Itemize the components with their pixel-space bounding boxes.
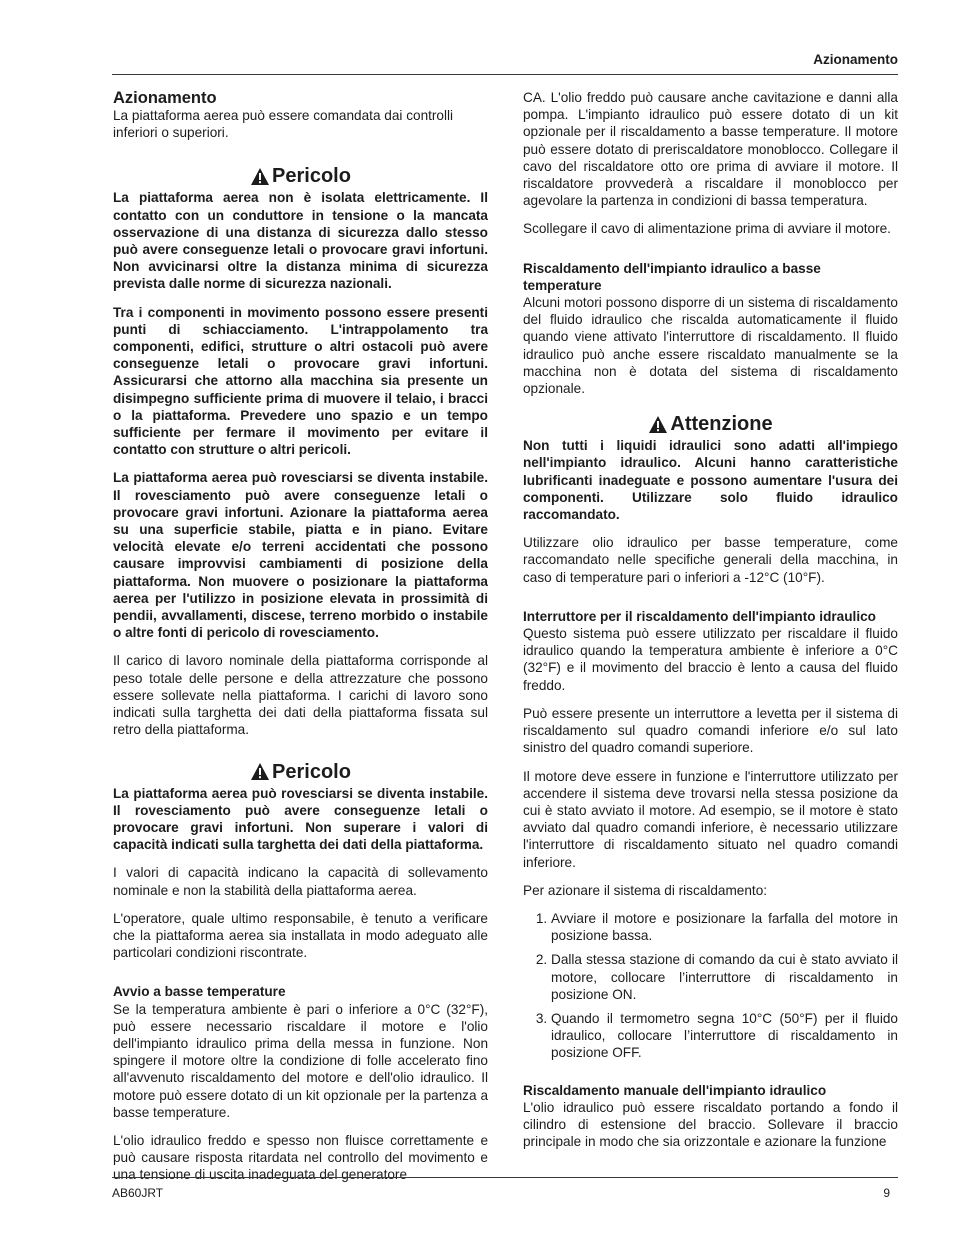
switch-paragraph-4: Per azionare il sistema di riscaldamento:: [523, 882, 768, 898]
continued-paragraph-1: CA. L'olio freddo può causare anche cavitazione e danni alla pompa. L'impianto idraulico può essere dotato di un kit opzionale per il riscaldamento a basse temperature. Il motore può essere dotato di preriscaldatore monoblocco. Collegare il cavo del riscaldatore otto ore prima di avviare il motore. Il riscaldatore provvederà a riscaldare il monoblocco per agevolare la partenza in condizioni di bassa temperatura.: [523, 90, 898, 209]
cold-start-paragraph-2: L'olio idraulico freddo e spesso non fluisce correttamente e può causare risposta ritardata nel controllo del movimento e una tensione di uscita inadeguata del generatore: [113, 1132, 488, 1183]
header-section-title: Azionamento: [813, 52, 898, 67]
danger-heading-1: [113, 165, 488, 187]
warning-triangle-icon: [250, 167, 270, 186]
oil-paragraph: Utilizzare olio idraulico per basse temperature, come raccomandato nelle specifiche generali della macchina, in caso di temperature pari o inferiori a -12°C (10°F).: [523, 535, 898, 585]
danger-1-paragraph-3: La piattaforma aerea può rovesciarsi se diventa instabile. Il rovesciamento può avere conseguenze letali o provocare gravi infortuni. Azionare la piattaforma aerea su una superficie stabile, piatta e in piano. Evitare velocità elevate e/o terreni accidentati che possono causare improvvisi cambiamenti di posizione della piattaforma. Non muovere o posizionare la piattaforma aerea per l'utilizzo in posizione elevata in prossimità di pendii, avvallamenti, discese, terreno morbido o instabile o altre fonti di pericolo di rovesciamento.: [113, 470, 488, 641]
continued-paragraph-2: Scollegare il cavo di alimentazione prima di avviare il motore.: [523, 221, 891, 237]
section-title: Azionamento: [113, 89, 217, 107]
manual-heating-heading: Riscaldamento manuale dell'impianto idraulico: [523, 1082, 827, 1098]
warning-triangle-icon: [648, 415, 668, 434]
list-item: 2. Dalla stessa stazione di comando da cui è stato avviato il motore, collocare l’interruttore di riscaldamento in posizione ON.: [551, 951, 898, 1003]
page-footer: [112, 1177, 898, 1200]
cold-start-paragraph-1: Se la temperatura ambiente è pari o inferiore a 0°C (32°F), può essere necessario riscaldare il motore e l'olio dell'impianto idraulico prima della messa in funzione. Non spingere il motore oltre la condizione di folle accelerato fino all'avvenuto riscaldamento del motore e dell'olio idraulico. Il motore può essere dotato di un kit opzionale per la partenza a basse temperature.: [113, 1001, 488, 1120]
caution-heading: [523, 413, 898, 435]
load-paragraph: Il carico di lavoro nominale della piattaforma corrisponde al peso totale delle persone e della attrezzature che possono essere sollevate nella piattaforma. I carichi di lavoro sono indicati sulla targhetta dei dati della piattaforma fissata sul retro della piattaforma.: [113, 653, 488, 738]
operator-paragraph: L'operatore, quale ultimo responsabile, è tenuto a verificare che la piattaforma aerea sia installata in modo adeguato alle particolari condizioni riscontrate.: [113, 910, 488, 961]
heating-steps-list: [523, 910, 898, 1062]
danger-1-paragraph-1: La piattaforma aerea non è isolata elettricamente. Il contatto con un conduttore in tensione o la mancata osservazione di una distanza di sicurezza dallo stesso può avere conseguenze letali o provocare gravi infortuni. Non avvicinarsi oltre la distanza minima di sicurezza prevista dalle norme di sicurezza nazionali.: [113, 190, 488, 292]
page-number: 9: [883, 1186, 890, 1200]
cold-start-heading: Avvio a basse temperature: [113, 984, 286, 1000]
danger-2-paragraph-1: La piattaforma aerea può rovesciarsi se diventa instabile. Il rovesciamento può avere conseguenze letali o provocare gravi infortuni. Non superare i valori di capacità indicati sulla targhetta dei dati della piattaforma.: [113, 785, 488, 853]
caution-paragraph: Non tutti i liquidi idraulici sono adatti all'impiego nell'impianto idraulico. Alcuni hanno caratteristiche lubrificanti inadeguate e possono aumentare l'usura dei componenti. Utilizzare solo fluido idraulico raccomandato.: [523, 438, 898, 523]
capacity-paragraph: I valori di capacità indicano la capacità di sollevamento nominale e non la stabilità della piattaforma aerea.: [113, 865, 488, 898]
danger-1-paragraph-2: Tra i componenti in movimento possono essere presenti punti di schiacciamento. L'intrappolamento tra componenti, edifici, strutture o altri ostacoli può avere conseguenze letali o provocare gravi infortuni. Assicurarsi che attorno alla macchina sia presente un disimpegno sufficiente prima di muovere il telaio, i bracci o la piattaforma. Prevedere uno spazio e un tempo sufficiente per fermare il movimento per evitare il contatto con strutture o altri pericoli.: [113, 304, 488, 458]
switch-paragraph-3: Il motore deve essere in funzione e l'interruttore utilizzato per accendere il sistema deve trovarsi nella stessa posizione da cui è stato avviato il motore. Ad esempio, se il motore è stato avviato dal quadro comandi inferiore, è necessario utilizzare l'interruttore di riscaldamento situato nel quadro comandi inferiore.: [523, 768, 898, 870]
caution-label: Attenzione: [670, 413, 773, 436]
manual-heating-paragraph: L'olio idraulico può essere riscaldato portando a fondo il cilindro di estensione del braccio. Sollevare il braccio principale in modo che sia orizzontale e azionare la funzione: [523, 1099, 898, 1150]
switch-paragraph-2: Può essere presente un interruttore a levetta per il sistema di riscaldamento sul quadro comandi inferiore e/o sul lato sinistro del quadro comandi superiore.: [523, 705, 898, 756]
warning-triangle-icon: [250, 762, 270, 781]
right-column: [523, 89, 898, 1161]
page-header: [112, 52, 898, 75]
list-item: 3. Quando il termometro segna 10°C (50°F) per il fluido idraulico, collocare l’interruttore di riscaldamento in posizione OFF.: [551, 1010, 898, 1062]
switch-heading: Interruttore per il riscaldamento dell'impianto idraulico: [523, 608, 876, 624]
danger-label-2: Pericolo: [272, 760, 351, 783]
danger-heading-2: [113, 761, 488, 783]
intro-paragraph: La piattaforma aerea può essere comandata dai controlli inferiori o superiori.: [113, 108, 454, 141]
switch-paragraph-1: Questo sistema può essere utilizzato per riscaldare il fluido idraulico quando la temperatura ambiente è inferiore a 0°C (32°F) e il movimento del braccio è lento a causa del fluido freddo.: [523, 626, 898, 693]
hydraulic-heating-paragraph: Alcuni motori possono disporre di un sistema di riscaldamento del fluido idraulico che riscalda automaticamente il fluido quando viene attivato l'interruttore di riscaldamento. Il fluido idraulico può anche essere riscaldato manualmente se la macchina non è dotata del sistema di riscaldamento opzionale.: [523, 295, 898, 397]
danger-label-1: Pericolo: [272, 165, 351, 188]
footer-model: AB60JRT: [112, 1186, 164, 1200]
hydraulic-heating-heading: Riscaldamento dell'impianto idraulico a basse temperature: [523, 260, 821, 293]
left-column: [113, 89, 488, 1195]
list-item: 1. Avviare il motore e posizionare la farfalla del motore in posizione bassa.: [551, 910, 898, 944]
